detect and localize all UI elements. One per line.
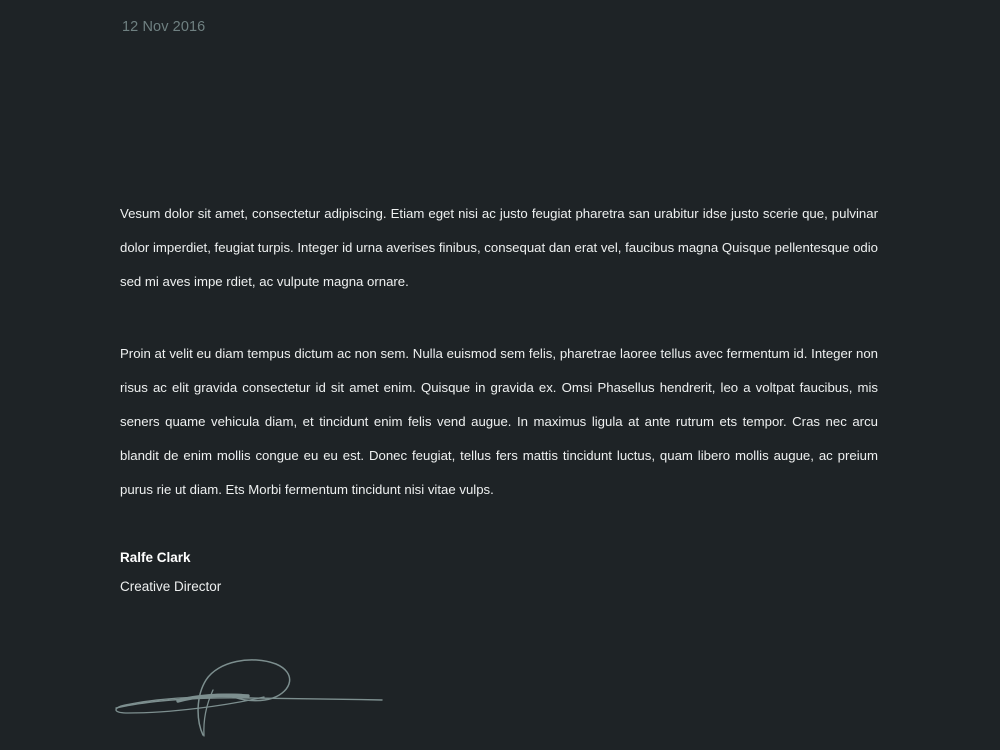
letter-paragraph-1: Vesum dolor sit amet, consectetur adipiscing. Etiam eget nisi ac justo feugiat pharetra san urabitur idse justo scerie que, pulvinar dolor imperdiet, feugiat turpis. Integer id urna averises finibus, consequat dan erat vel, faucibus magna Quisque pellentesque odio sed mi aves impe rdiet, ac vulpute magna ornare.: [120, 206, 879, 289]
letter-body: [120, 197, 878, 507]
letter-date: 12 Nov 2016: [122, 19, 206, 35]
handwritten-signature: [110, 655, 395, 743]
letter-paragraph-2: Proin at velit eu diam tempus dictum ac non sem. Nulla euismod sem felis, pharetrae laoree tellus avec fermentum id. Integer non risus ac elit gravida consectetur id sit amet enim. Quisque in gravida ex. Omsi Phasellus hendrerit, leo a voltpat faucibus, mis seners quame vehicula diam, et tincidunt enim felis vend augue. In maximus ligula at ante rutrum ets tempor. Cras nec arcu blandit de enim mollis congue eu eu est. Donec feugiat, tellus fers mattis tincidunt luctus, quam libero mollis augue, ac preium purus rie ut diam. Ets Morbi fermentum tincidunt nisi vitae vulps.: [120, 346, 878, 497]
signer-name: Ralfe Clark: [120, 550, 191, 565]
signer-title: Creative Director: [120, 579, 222, 594]
